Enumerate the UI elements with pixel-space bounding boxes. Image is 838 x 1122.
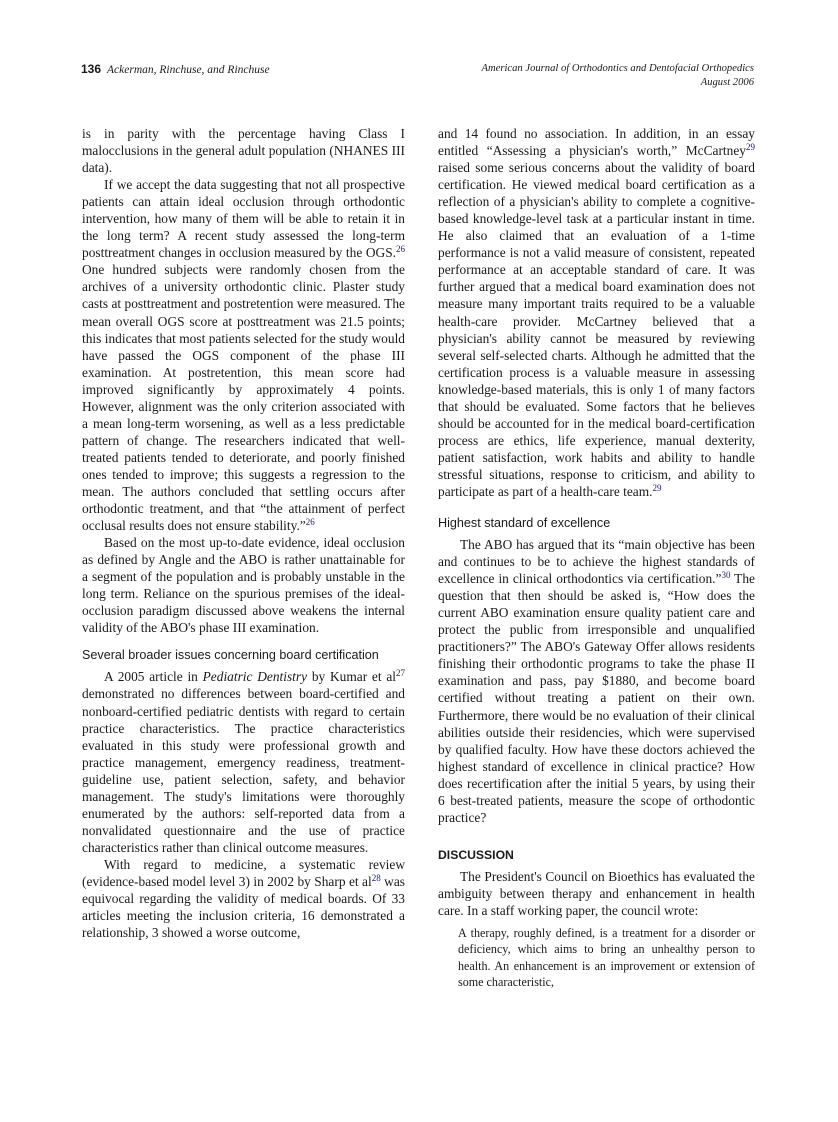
citation-ref[interactable]: 26 bbox=[305, 517, 315, 528]
paragraph: The ABO has argued that its “main objective has been and continues to be to achieve the highest standards of excellence in clinical orthodontics via certification.”$^{30}$ The question that then should be asked is, “How does the current ABO examination ensure quality patient care and protect the public from irresponsible and unqualified practitioners?” The ABO's Gateway Offer allows residents finishing their orthodontic programs to take the phase II examination and pass, pay $1880, and become board certified without treating a patient on their own. Furthermore, there would be no evaluation of their clinical abilities outside their residencies, which were supervised by qualified faculty. How have these doctors achieved the highest standard of excellence in clinical practice? How does recertification after the initial 5 years, by using their 6 best-treated patients, measure the scope of orthodontic practice? bbox=[438, 537, 755, 825]
paragraph: Based on the most up-to-date evidence, ideal occlusion as defined by Angle and the ABO is rather unattainable for a segment of the population and is probably unstable in the long term. Reliance on the spurious premises of the ideal-occlusion paradigm discussed above weakens the internal validity of the ABO's phase III examination. bbox=[82, 535, 405, 636]
running-head-right bbox=[482, 62, 754, 90]
citation-ref[interactable]: 30 bbox=[721, 570, 731, 581]
paragraph: is in parity with the percentage having Class I malocclusions in the general adult population (NHANES III data). bbox=[82, 126, 405, 176]
right-column bbox=[438, 125, 755, 990]
citation-ref[interactable]: 28 bbox=[371, 872, 381, 883]
page-number: 136 bbox=[81, 62, 102, 76]
left-column bbox=[82, 125, 405, 941]
running-head-left bbox=[81, 62, 270, 76]
section-heading: DISCUSSION bbox=[438, 847, 514, 862]
section-heading: Several broader issues concerning board certification bbox=[82, 648, 379, 663]
section-heading: Highest standard of excellence bbox=[438, 516, 611, 531]
citation-ref[interactable]: 29 bbox=[652, 482, 662, 493]
journal-name: Pediatric Dentistry bbox=[202, 669, 308, 685]
paragraph: With regard to medicine, a systematic review (evidence-based model level 3) in 2002 by Sharp et $al^{28}$ was equivocal regarding the validity of medical boards. Of 33 articles meeting the inclusion criteria, 16 demonstrated a relationship, 3 showed a worse outcome, bbox=[82, 856, 405, 941]
paragraph: The President's Council on Bioethics has evaluated the ambiguity between therapy and enhancement in health care. In a staff working paper, the council wrote: bbox=[438, 868, 755, 918]
citation-ref[interactable]: 29 bbox=[746, 142, 755, 153]
citation-ref[interactable]: 26 bbox=[396, 244, 405, 255]
running-head bbox=[81, 62, 754, 94]
citation-ref[interactable]: 27 bbox=[396, 668, 406, 679]
paragraph: If we accept the data suggesting that not all prospective patients can attain ideal occlusion through orthodontic intervention, how many of them will be able to retain it in the long term? A recent study assessed the long-term posttreatment changes in occlusion measured by the OGS.$^{26}$ One hundred subjects were randomly chosen from the archives of a university orthodontic clinic. Plaster study casts at posttreatment and postretention were measured. The mean overall OGS score at posttreatment was 21.5 points; this indicates that most patients selected for the study would have passed the OGS component of the phase III examination. At postretention, this mean score had improved significantly by approximately 4 points. However, alignment was the only criterion associated with a mean long-term worsening, as well as a less predictable pattern of change. The researchers indicated that well-treated patients tended to deteriorate, and poorly finished ones tended to improve; this suggests a regression to the mean. The authors concluded that settling occurs after orthodontic treatment, and that “the attainment of perfect occlusal results does not ensure stability.”$^{26}$ bbox=[82, 177, 405, 534]
journal-title: American Journal of Orthodontics and Dentofacial Orthopedics bbox=[481, 63, 754, 74]
issue-date: August 2006 bbox=[700, 77, 754, 88]
paragraph: and 14 found no association. In addition, in an essay entitled “Assessing a physician's worth,” McCartney$^{29}$ raised some serious concerns about the validity of board certification. He viewed medical board certification as a reflection of a physician's ability to complete a cognitive-based knowledge-level task at a particular instant in time. He also claimed that an evaluation of a 1-time performance is not a valid measure of consistent, repeated performance at an acceptable standard of care. It was further argued that a medical board examination does not measure many important traits required to be a valuable health-care provider. McCartney believed that a physician's ability cannot be measured by reviewing several self-selected charts. Although he admitted that the certification process is a valuable measure in assessing knowledge-based materials, this is only 1 of many factors that should be evaluated. Some factors that he believes should be accounted for in the medical board-certification process are ethics, life experience, manual dexterity, patient satisfaction, work habits and ability to handle stressful situations, response to criticism, and ability to participate as part of a health-care team.$^{29}$ bbox=[438, 126, 755, 499]
paragraph: A 2005 article in Pediatric Dentistry by Kumar et $al^{27}$ demonstrated no differences between board-certified and nonboard-certified pediatric dentists with regard to certain practice characteristics. The practice characteristics evaluated in this study were professional growth and practice management, emergency readiness, treatment-guideline use, patient selection, safety, and behavior management. The study's limitations were thoroughly enumerated by the authors: self-reported data from a nonvalidated questionnaire and the use of practice characteristics rather than clinical outcome measures. bbox=[82, 668, 406, 855]
author-names: Ackerman, Rinchuse, and Rinchuse bbox=[107, 64, 270, 76]
block-quote: A therapy, roughly defined, is a treatment for a disorder or deficiency, which aims to bring an unhealthy person to health. An enhancement is an improvement or extension of some characteristic, bbox=[458, 925, 755, 989]
